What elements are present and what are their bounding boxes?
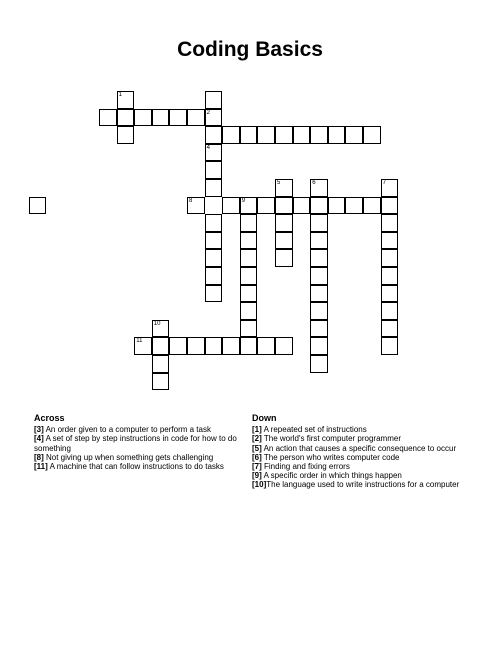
- grid-cell[interactable]: [187, 197, 205, 215]
- grid-cell[interactable]: [152, 373, 170, 391]
- clue-text: An action that causes a specific consequence to occur: [261, 443, 457, 453]
- grid-cell[interactable]: [240, 249, 258, 267]
- clue-number-label: [2]: [252, 434, 262, 444]
- grid-cell[interactable]: [169, 337, 187, 355]
- across-clue: [34, 425, 249, 434]
- grid-cell[interactable]: [310, 337, 328, 355]
- grid-cell[interactable]: [240, 126, 258, 144]
- down-clue: [252, 462, 472, 471]
- grid-cell[interactable]: [152, 109, 170, 127]
- grid-cell[interactable]: [205, 267, 223, 285]
- grid-cell[interactable]: [381, 337, 399, 355]
- grid-cell[interactable]: [310, 285, 328, 303]
- grid-cell[interactable]: [381, 232, 399, 250]
- grid-cell[interactable]: [205, 126, 223, 144]
- grid-cell[interactable]: [310, 302, 328, 320]
- clue-number: 6: [312, 180, 316, 186]
- grid-cell[interactable]: [240, 267, 258, 285]
- grid-cell[interactable]: [205, 109, 223, 127]
- grid-cell[interactable]: [363, 126, 381, 144]
- grid-cell[interactable]: [240, 285, 258, 303]
- clue-number: 9: [241, 197, 246, 204]
- grid-cell[interactable]: [345, 126, 363, 144]
- grid-cell[interactable]: [152, 337, 170, 355]
- clue-number-label: [3]: [34, 425, 44, 435]
- clue-number: 8: [189, 197, 193, 204]
- down-clue: [252, 480, 472, 489]
- grid-cell[interactable]: [222, 197, 240, 215]
- grid-cell[interactable]: [275, 232, 293, 250]
- clue-number: 1: [118, 92, 122, 98]
- grid-cell[interactable]: [275, 337, 293, 355]
- clue-text: The world's first computer programmer: [261, 434, 401, 444]
- clue-number-label: [4]: [34, 434, 44, 444]
- grid-cell[interactable]: [99, 109, 117, 127]
- grid-cell[interactable]: [240, 197, 258, 215]
- grid-cell[interactable]: [222, 126, 240, 144]
- grid-cell[interactable]: [381, 249, 399, 267]
- grid-cell[interactable]: [310, 179, 328, 197]
- grid-cell[interactable]: [187, 337, 205, 355]
- clue-number: 10: [153, 320, 161, 327]
- grid-cell[interactable]: [275, 214, 293, 232]
- down-clue: [252, 434, 472, 443]
- grid-cell[interactable]: [205, 91, 223, 109]
- grid-cell[interactable]: [275, 179, 293, 197]
- grid-cell[interactable]: [29, 197, 47, 215]
- puzzle-title: Coding Basics: [177, 38, 323, 61]
- grid-cell[interactable]: [257, 197, 275, 215]
- clue-text: Not giving up when something gets challenging: [43, 452, 214, 462]
- grid-cell[interactable]: [381, 320, 399, 338]
- grid-cell[interactable]: [310, 126, 328, 144]
- down-clue-list: [252, 425, 472, 489]
- clue-number-label: [7]: [252, 462, 262, 472]
- grid-cell[interactable]: [381, 267, 399, 285]
- grid-cell[interactable]: [169, 109, 187, 127]
- across-clue: [34, 434, 249, 452]
- across-clue: [34, 462, 249, 471]
- grid-cell[interactable]: [310, 320, 328, 338]
- grid-cell[interactable]: [381, 197, 399, 215]
- grid-cell[interactable]: [275, 197, 293, 215]
- grid-cell[interactable]: [293, 126, 311, 144]
- grid-cell[interactable]: [328, 197, 346, 215]
- grid-cell[interactable]: [381, 214, 399, 232]
- clue-text: A specific order in which things happen: [261, 471, 402, 481]
- grid-cell[interactable]: [205, 232, 223, 250]
- grid-cell[interactable]: [205, 249, 223, 267]
- down-clues: [252, 414, 472, 490]
- grid-cell[interactable]: [117, 126, 135, 144]
- grid-cell[interactable]: [310, 267, 328, 285]
- grid-cell[interactable]: [257, 337, 275, 355]
- grid-cell[interactable]: [275, 126, 293, 144]
- clue-text: The person who writes computer code: [261, 452, 400, 462]
- grid-cell[interactable]: [310, 197, 328, 215]
- across-heading: Across: [34, 413, 65, 423]
- grid-cell[interactable]: [205, 214, 223, 232]
- grid-cell[interactable]: [345, 197, 363, 215]
- clue-number: 11: [136, 338, 143, 345]
- grid-cell[interactable]: [240, 302, 258, 320]
- clue-text: An order given to a computer to perform a task: [43, 425, 211, 435]
- clue-number-label: [1]: [252, 425, 262, 435]
- clue-number-label: [8]: [34, 452, 44, 462]
- clue-number-label: [9]: [252, 471, 262, 481]
- grid-cell[interactable]: [310, 249, 328, 267]
- across-clues: [34, 414, 249, 471]
- grid-cell[interactable]: [240, 337, 258, 355]
- grid-cell[interactable]: [257, 126, 275, 144]
- grid-cell[interactable]: [205, 285, 223, 303]
- clue-number: 2: [206, 109, 210, 116]
- grid-cell[interactable]: [205, 337, 223, 355]
- grid-cell[interactable]: [222, 337, 240, 355]
- grid-cell[interactable]: [134, 109, 152, 127]
- clue-text: A repeated set of instructions: [261, 425, 367, 435]
- grid-cell[interactable]: [310, 214, 328, 232]
- clue-number: 5: [277, 180, 281, 186]
- grid-cell[interactable]: [310, 232, 328, 250]
- across-clue-list: [34, 425, 249, 471]
- grid-cell[interactable]: [240, 232, 258, 250]
- clue-text: A machine that can follow instructions to do tasks: [47, 462, 224, 472]
- grid-cell[interactable]: [363, 197, 381, 215]
- grid-cell[interactable]: [117, 91, 135, 109]
- clue-number-label: [5]: [252, 443, 262, 453]
- grid-cell[interactable]: [187, 109, 205, 127]
- grid-cell[interactable]: [240, 320, 258, 338]
- grid-cell[interactable]: [240, 214, 258, 232]
- grid-cell[interactable]: [328, 126, 346, 144]
- grid-cell[interactable]: [381, 302, 399, 320]
- across-clue: [34, 453, 249, 462]
- grid-cell[interactable]: [117, 109, 135, 127]
- grid-cell[interactable]: [381, 179, 399, 197]
- grid-cell[interactable]: [293, 197, 311, 215]
- grid-cell[interactable]: [381, 285, 399, 303]
- clue-number-label: [10]: [252, 480, 267, 490]
- down-clue: [252, 471, 472, 480]
- grid-cell[interactable]: [205, 144, 223, 162]
- clue-number: 4: [206, 144, 210, 151]
- grid-cell[interactable]: [152, 320, 170, 338]
- grid-cell[interactable]: [310, 355, 328, 373]
- grid-cell[interactable]: [205, 161, 223, 179]
- down-clue: [252, 425, 472, 434]
- down-clue: [252, 444, 472, 453]
- down-heading: Down: [252, 413, 277, 423]
- grid-cell[interactable]: [134, 337, 152, 355]
- down-clue: [252, 453, 472, 462]
- clue-text: A set of step by step instructions in code for how to do something: [34, 434, 237, 453]
- grid-cell[interactable]: [205, 179, 223, 197]
- clue-number-label: [11]: [34, 462, 48, 472]
- clue-number: 7: [382, 180, 386, 186]
- clue-text: The language used to write instructions for a computer: [266, 480, 460, 490]
- clue-number-label: [6]: [252, 452, 262, 462]
- clue-text: Finding and fixing errors: [261, 462, 350, 472]
- grid-cell[interactable]: [152, 355, 170, 373]
- grid-cell[interactable]: [275, 249, 293, 267]
